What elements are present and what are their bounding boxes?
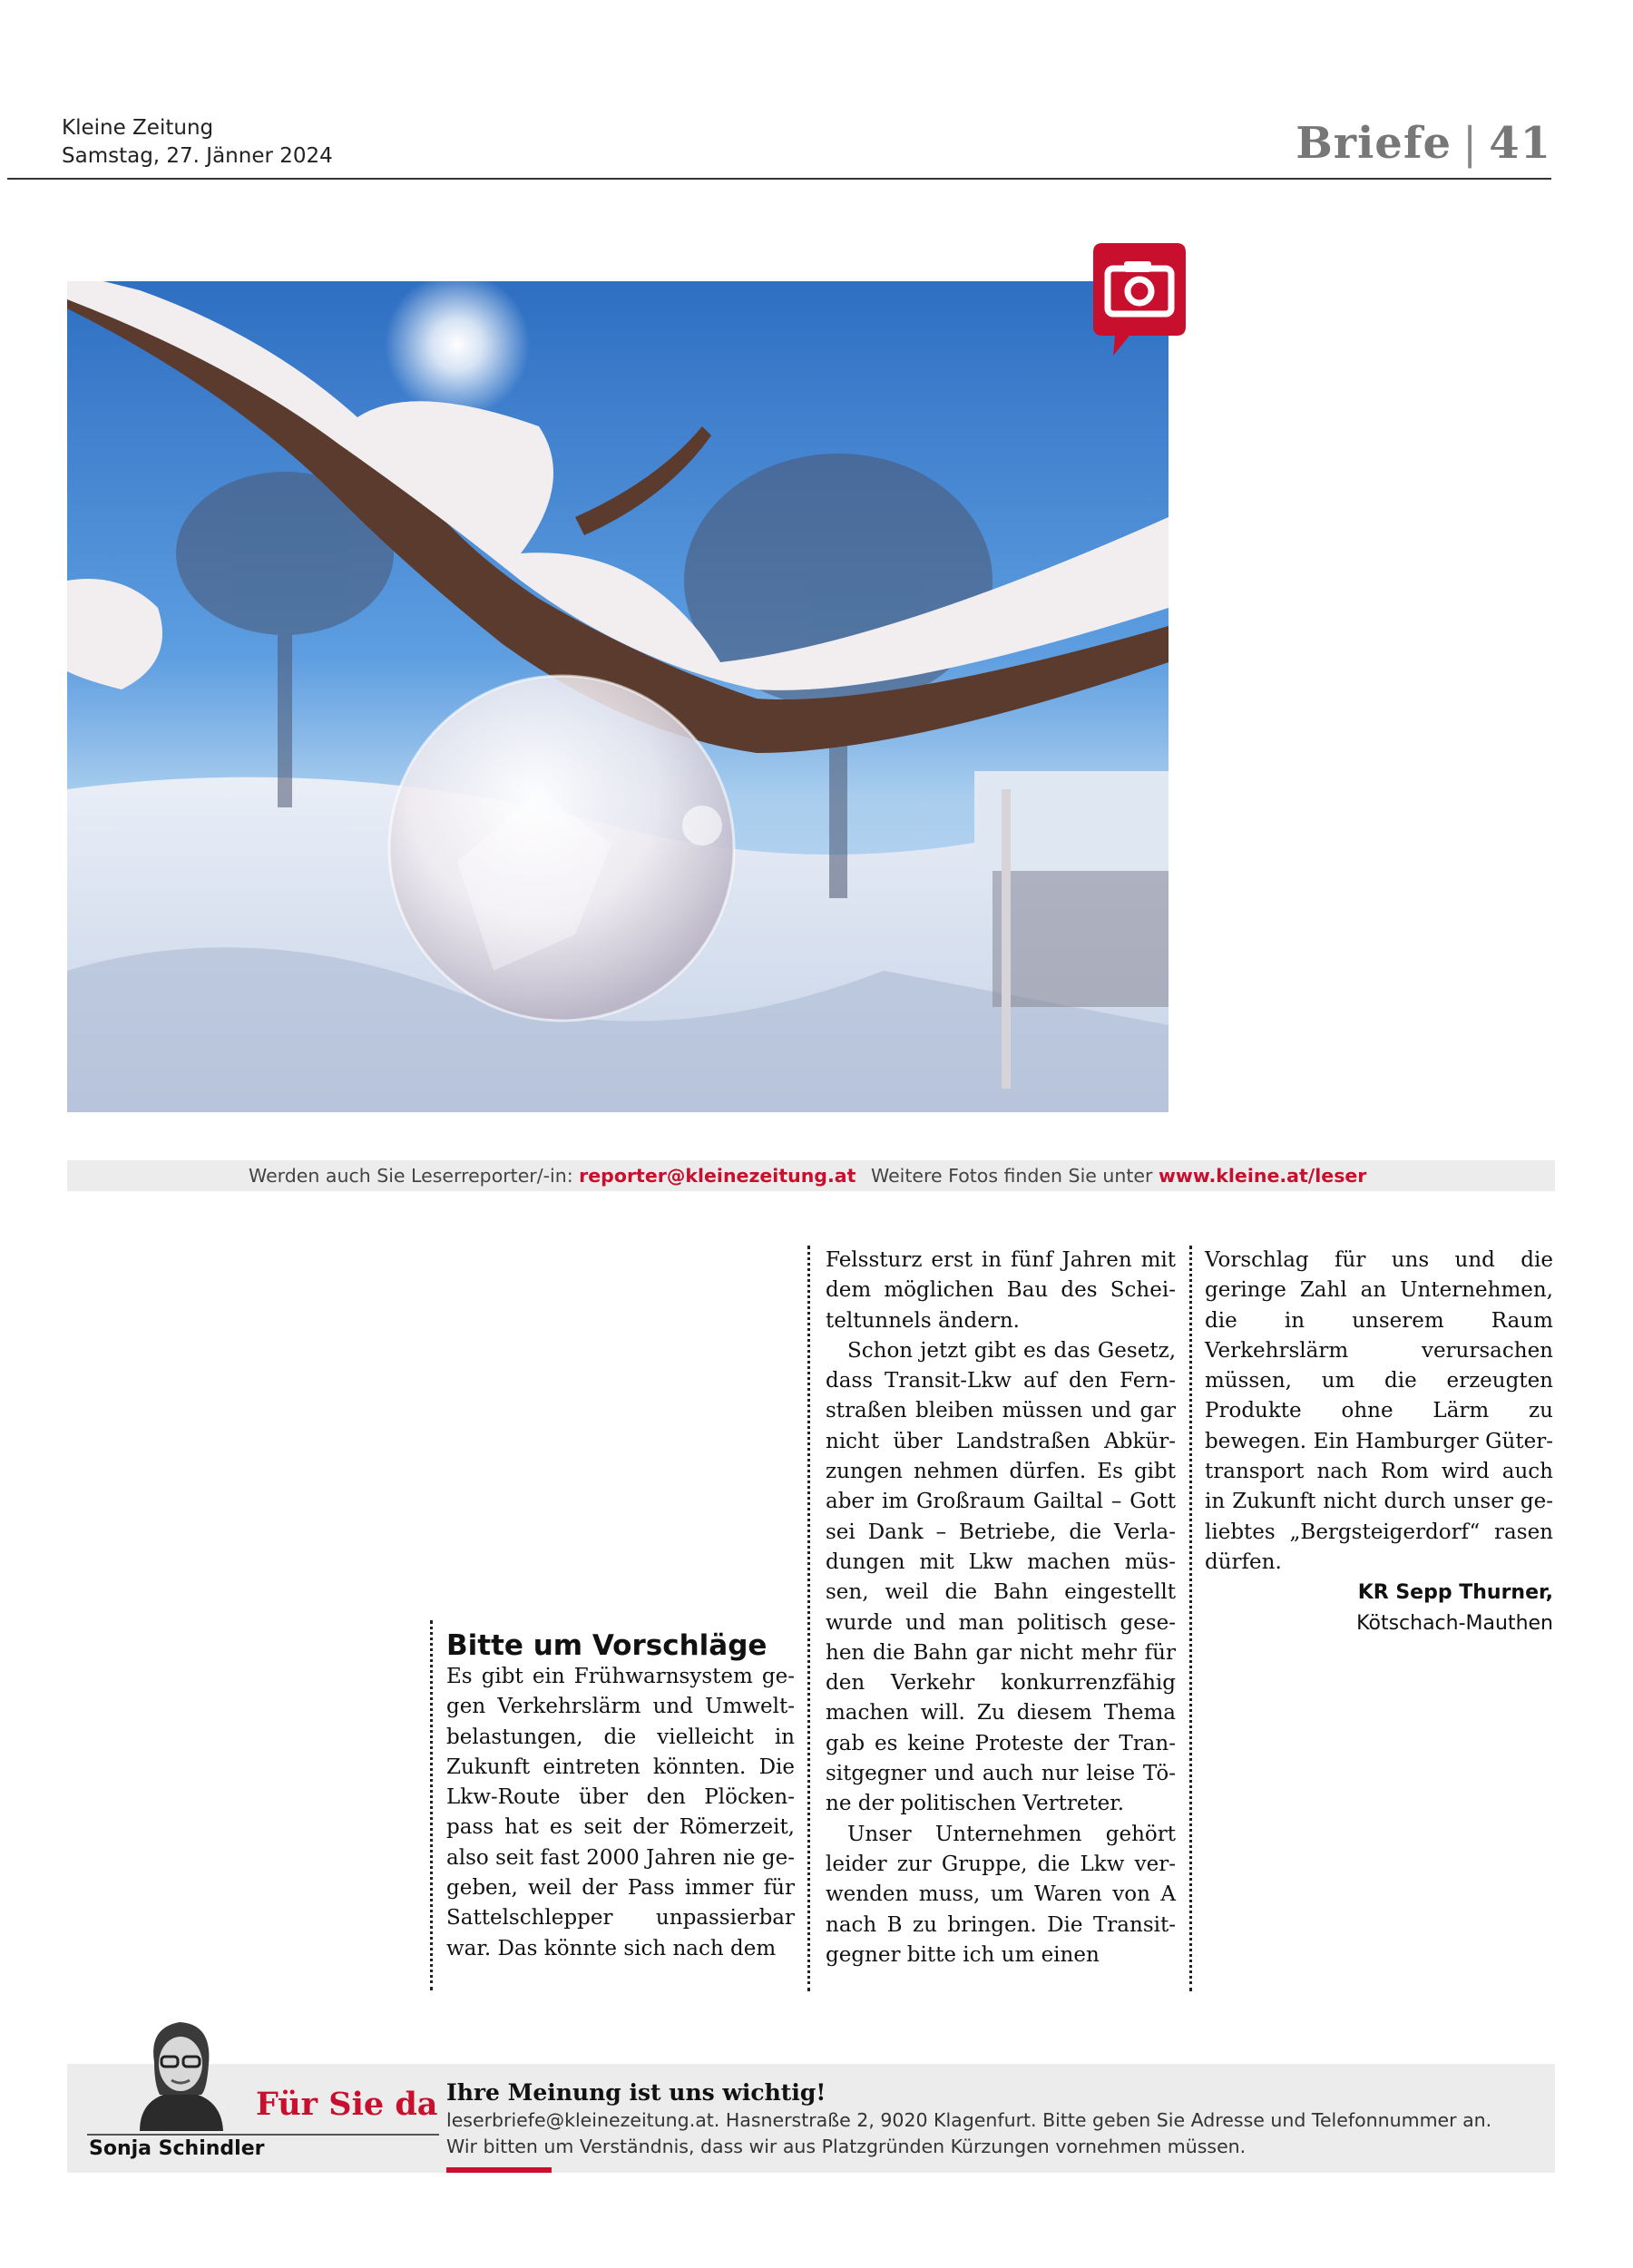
editor-portrait bbox=[122, 2011, 240, 2131]
more-photos bbox=[871, 1160, 1366, 1191]
letter-author: KR Sepp Thurner, bbox=[1357, 1581, 1553, 1605]
column-divider bbox=[430, 1620, 433, 1990]
editor-label: Für Sie da bbox=[256, 2086, 438, 2123]
letter-paragraph-2: Schon jetzt gibt es das Gesetz, dass Transit-Lkw auf den Fernstraßen bleiben müssen und gar nicht über Landstraßen Abkürzungen nehmen dürfen. Es gibt aber im Großraum Gailtal – Gott sei Dank – Betriebe, die Verladungen mit Lkw machen müssen, weil die Bahn eingestellt wurde und man politisch gesehen die Bahn gar nicht mehr für den Verkehr konkurrenzfähig machen will. Zu diesem Thema gab es keine Proteste der Transitgegner und auch nur leise Töne der politischen Vertreter. bbox=[826, 1338, 1176, 1816]
issue-date: Samstag, 27. Jänner 2024 bbox=[62, 144, 333, 168]
footer-contact[interactable]: leserbriefe@kleinezeitung.at. Hasnerstraße 2, 9020 Klagenfurt. Bitte geben Sie Adresse und Telefonnummer an. bbox=[446, 2109, 1492, 2131]
letter-paragraph-1: Es gibt ein Frühwarnsystem gegen Verkehrslärm und Umweltbelastungen, die vielleicht in Zukunft eintreten könnten. Die Lkw-Route über den Plöckenpass hat es seit der Römerzeit, also seit fast 2000 Jahren nie gegeben, weil der Pass immer für Sattelschlepper unpassierbar war. Das könnte sich nach dem bbox=[446, 1665, 795, 1960]
column-divider bbox=[807, 1246, 810, 1991]
footer-notice: Wir bitten um Verständnis, dass wir aus Platzgründen Kürzungen vornehmen müssen. bbox=[446, 2136, 1247, 2157]
footer-accent-bar bbox=[446, 2167, 552, 2173]
reader-photo bbox=[67, 281, 1169, 1112]
reporter-invite-text: Werden auch Sie Leserreporter/-in: bbox=[249, 1165, 573, 1187]
footer-title: Ihre Meinung ist uns wichtig! bbox=[446, 2079, 826, 2106]
letter-column-1 bbox=[446, 1627, 795, 1964]
editor-name: Sonja Schindler bbox=[89, 2137, 265, 2160]
more-photos-link[interactable]: www.kleine.at/leser bbox=[1158, 1165, 1367, 1187]
photo-credit-bar bbox=[67, 1160, 1555, 1191]
section-separator: | bbox=[1462, 118, 1479, 169]
header-divider bbox=[7, 178, 1551, 180]
camera-icon bbox=[1093, 243, 1186, 357]
section-heading bbox=[1296, 118, 1551, 169]
reporter-invite bbox=[249, 1160, 856, 1191]
letter-column-2 bbox=[826, 1246, 1176, 1970]
letter-column-3 bbox=[1205, 1246, 1553, 1638]
reporter-email-link[interactable]: reporter@kleinezeitung.at bbox=[579, 1165, 856, 1187]
masthead bbox=[62, 114, 333, 171]
footer-info bbox=[446, 2078, 1535, 2160]
letters-footer bbox=[67, 2064, 1555, 2173]
more-photos-text: Weitere Fotos finden Sie unter bbox=[871, 1165, 1153, 1187]
letter-paragraph-3-continued: Vorschlag für uns und die geringe Zahl an Unternehmen, die in unserem Raum Verkehrslärm verursachen müssen, um die erzeugten Produkte ohne Lärm zu bewegen. Ein Hamburger Gütertransport nach Rom wird auch in Zukunft nicht durch unser geliebtes „Bergsteigerdorf“ rasen dürfen. bbox=[1205, 1248, 1553, 1574]
page-number: 41 bbox=[1489, 118, 1551, 169]
letter-headline: Bitte um Vorschläge bbox=[446, 1629, 768, 1662]
letter-signoff bbox=[1205, 1578, 1553, 1608]
section-title: Briefe bbox=[1296, 118, 1452, 169]
letter-paragraph-3: Unser Unternehmen gehört leider zur Gruppe, die Lkw verwenden muss, um Waren von A nach B zu bringen. Die Transitgegner bitte ich um einen bbox=[826, 1822, 1176, 1967]
letter-paragraph-1-continued: Felssturz erst in fünf Jahren mit dem möglichen Bau des Scheiteltunnels ändern. bbox=[826, 1248, 1176, 1333]
letter-location: Kötschach-Mauthen bbox=[1356, 1611, 1553, 1635]
footer-divider bbox=[87, 2134, 439, 2136]
column-divider bbox=[1189, 1246, 1192, 1991]
paper-name: Kleine Zeitung bbox=[62, 116, 214, 140]
